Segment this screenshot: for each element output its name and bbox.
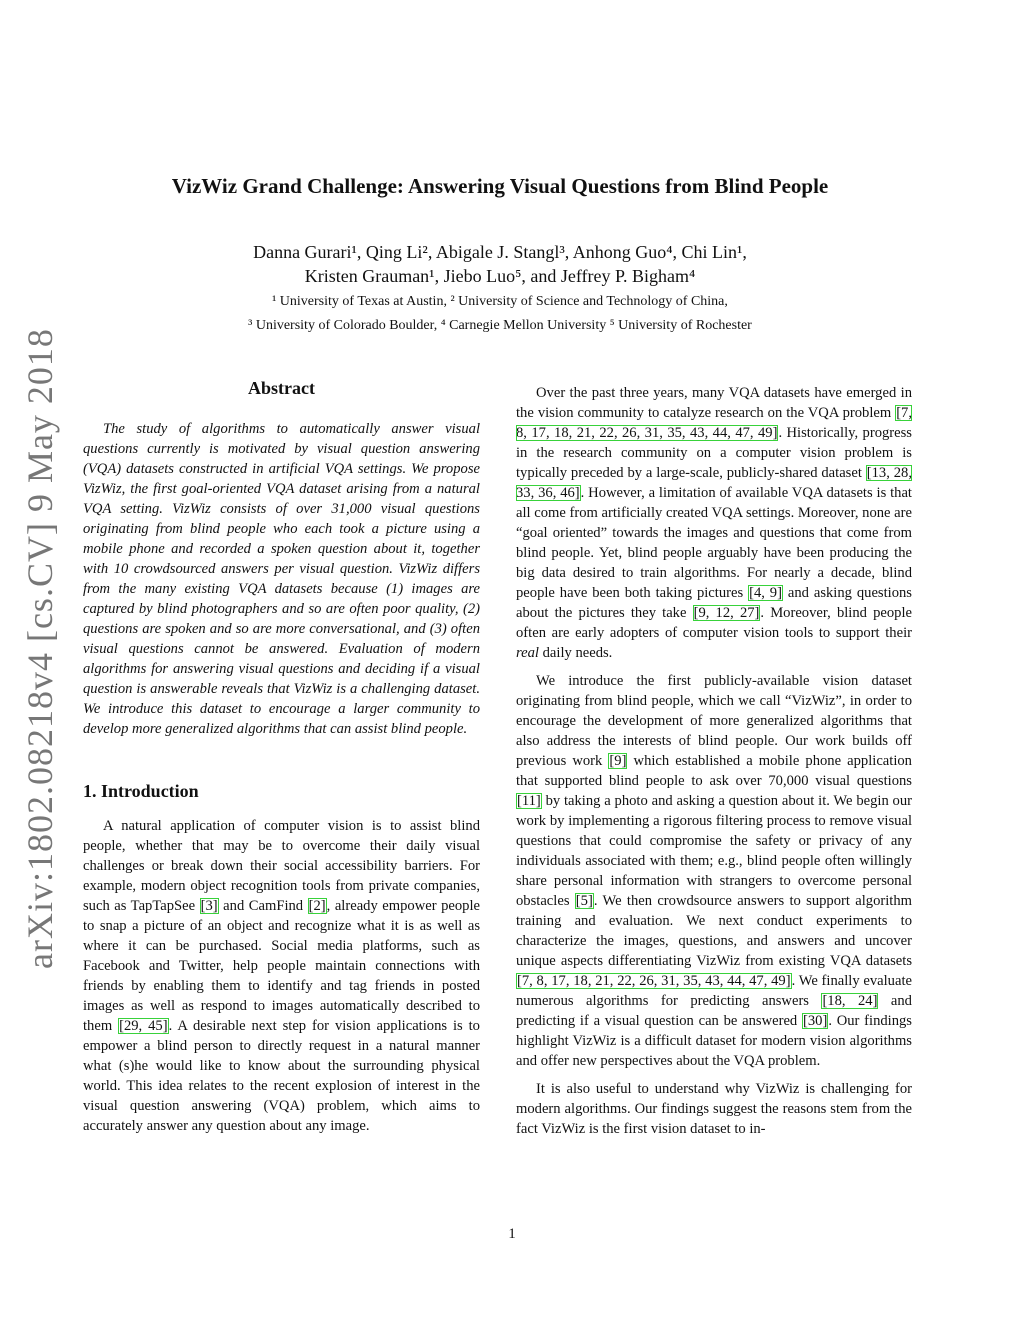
arxiv-identifier: arXiv:1802.08218v4 [cs.CV] 9 May 2018 <box>20 328 60 969</box>
abstract-heading: Abstract <box>248 378 315 398</box>
text-run: , already empower people to snap a picture of an object and recognize what it is as well as where it can be purchased. Social media platforms, such as Facebook and Twitter, help people maintain connections with friends by enabling them to identify and tag friends in posted images as well as respond to images automatically described to them <box>83 898 481 1034</box>
text-run: which established a mobile phone application that supported blind people to ask over 70,000 visual questions <box>516 753 912 789</box>
text-run: and CamFind <box>218 898 308 914</box>
citation-link[interactable]: [7, 8, 17, 18, 21, 22, 26, 31, 35, 43, 44, 47, 49] <box>517 973 791 989</box>
text-run: We introduce the first publicly-available vision dataset originating from blind people, which we call “VizWiz”, in order to encourage the development of more generalized algorithms that also address the interests of blind people. Our work builds off previous work <box>516 673 912 769</box>
body-paragraph-1 <box>516 383 912 663</box>
text-run: by taking a photo and asking a question about it. We begin our work by implementing a rigorous filtering process to remove visual questions that could compromise the safety or privacy of any individuals associated with them; e.g., blind people often willingly share personal information with strangers to overcome personal obstacles <box>516 793 912 909</box>
affiliation-line-1: ¹ University of Texas at Austin, ² University of Science and Technology of China, <box>272 294 728 309</box>
paper-title: VizWiz Grand Challenge: Answering Visual Questions from Blind People <box>171 174 829 198</box>
text-run: . Historically, progress in the research community on a computer vision problem is typically preceded by a large-scale, publicly-shared dataset <box>516 425 912 481</box>
introduction-heading: 1. Introduction <box>83 781 199 801</box>
body-paragraph-2 <box>516 671 912 1071</box>
abstract-text: The study of algorithms to automatically answer visual questions currently is motivated by visual question answering (VQA) datasets constructed in artificial VQA settings. We propose VizWiz, the first goal-oriented VQA dataset arising from a natural VQA setting. VizWiz consists of over 31,000 visual questions originating from blind people who each took a picture using a mobile phone and recorded a spoken question about it, together with 10 crowdsourced answers per visual question. VizWiz differs from the many existing VQA datasets because (1) images are captured by blind photographers and so are often poor quality, (2) questions are spoken and so are more conversational, and (3) often visual questions cannot be answered. Evaluation of modern algorithms for answering visual questions and deciding if a visual question is answerable reveals that VizWiz is a challenging dataset. We introduce this dataset to encourage a larger community to develop more generalized algorithms that can assist blind people. <box>83 421 480 737</box>
text-run: daily needs. <box>538 645 613 661</box>
text-run: Over the past three years, many VQA datasets have emerged in the vision community to catalyze research on the VQA problem <box>516 385 912 421</box>
text-run: . We finally evaluate numerous algorithms for predicting answers <box>516 973 912 1009</box>
intro-paragraph-1 <box>83 816 480 1136</box>
citation-link[interactable]: [2] <box>308 898 326 914</box>
author-line-2: Kristen Grauman¹, Jiebo Luo⁵, and Jeffrey P. Bigham⁴ <box>304 266 696 286</box>
emphasis-text: real <box>516 645 539 661</box>
text-run: and predicting if a visual question can be answered <box>516 993 912 1029</box>
text-run: . Moreover, blind people often are early adopters of computer vision tools to support their <box>516 605 912 641</box>
citation-link[interactable]: [18, 24] <box>822 993 878 1009</box>
citation-link[interactable]: [29, 45] <box>119 1018 168 1034</box>
author-list <box>120 240 880 288</box>
affiliations <box>120 290 880 338</box>
text-run: . However, a limitation of available VQA datasets is that all come from artificially created VQA settings. Moreover, none are “goal oriented” towards the images and questions that come from blind people. Yet, blind people arguably have been producing the big data desired to train algorithms. For nearly a decade, blind people have been both taking pictures <box>516 485 912 601</box>
citation-link[interactable]: [7, 8, 17, 18, 21, 22, 26, 31, 35, 43, 44, 47, 49] <box>516 405 912 441</box>
author-line-1: Danna Gurari¹, Qing Li², Abigale J. Stangl³, Anhong Guo⁴, Chi Lin¹, <box>253 242 747 262</box>
text-run: . We then crowdsource answers to support algorithm training and evaluation. We next conduct experiments to characterize the images, questions, and answers and uncover unique aspects differentiating VizWiz from existing VQA datasets <box>516 893 912 969</box>
page-number: 1 <box>508 1226 516 1242</box>
citation-link[interactable]: [9, 12, 27] <box>693 605 760 621</box>
citation-link[interactable]: [5] <box>575 893 593 909</box>
text-run: . A desirable next step for vision applications is to empower a blind person to directly request in a natural manner what (s)he would like to know about the surrounding physical world. This idea relates to the recent explosion of interest in the visual question answering (VQA) problem, which aims to accurately answer any question about any image. <box>83 1018 480 1134</box>
text-run: and asking questions about the pictures they take <box>516 585 912 621</box>
citation-link[interactable]: [13, 28, 33, 36, 46] <box>516 465 912 501</box>
citation-link[interactable]: [11] <box>517 793 541 809</box>
right-column <box>516 383 912 1147</box>
left-column <box>83 378 480 1144</box>
text-run: . Our findings highlight VizWiz is a difficult dataset for modern vision algorithms and offer new perspectives about the VQA problem. <box>516 1013 912 1069</box>
citation-link[interactable]: [30] <box>802 1013 828 1029</box>
citation-link[interactable]: [9] <box>609 753 627 769</box>
citation-link[interactable]: [3] <box>200 898 218 914</box>
text-run: A natural application of computer vision is to assist blind people, whether that may be to overcome their daily visual challenges or break down their social accessibility barriers. For example, modern object recognition tools from private companies, such as TapTapSee <box>83 818 480 914</box>
affiliation-line-2: ³ University of Colorado Boulder, ⁴ Carnegie Mellon University ⁵ University of Rochester <box>248 318 752 333</box>
citation-link[interactable]: [4, 9] <box>749 585 782 601</box>
body-paragraph-3: It is also useful to understand why VizWiz is challenging for modern algorithms. Our findings suggest the reasons stem from the fact VizWiz is the first vision dataset to in- <box>516 1081 912 1137</box>
